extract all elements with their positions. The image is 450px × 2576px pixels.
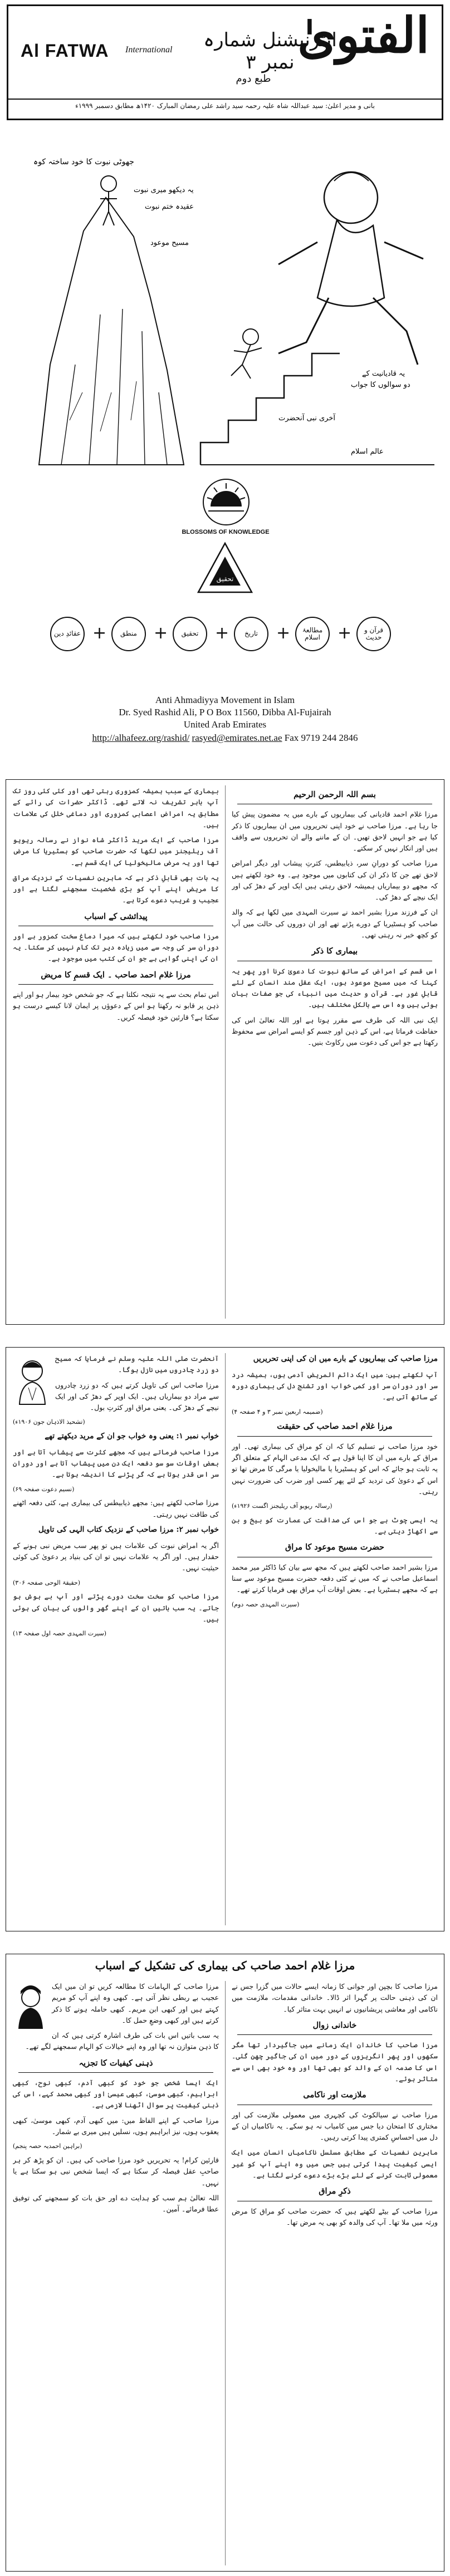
cartoon-label: عقیدہ ختم نبوت (145, 203, 194, 211)
article-page-1 (0, 779, 450, 1325)
cartoon-label: دو سوالوں کا جواب (351, 381, 410, 389)
column-right (232, 1353, 438, 1925)
reference: (ضمیمہ اربعین نمبر ۳ و ۴ صفحہ ۴) (232, 1408, 323, 1415)
paragraph: مرزا صاحب کو دورانِ سر، ذیابیطس، کثرتِ پیشاب اور دیگر امراض لاحق تھے جن کا ذکر ان کی کتابوں میں موجود ہے۔ وہ خود لکھتے ہیں کہ مجھے دو بیماریاں ہمیشہ لاحق رہتی ہیں ایک اوپر کے دھڑ کی اور ایک نیچے کے دھڑ کی۔ (232, 859, 438, 902)
paragraph: اگر یہ امراض نبوت کی علامات ہیں تو پھر سب مریض نبی ہونے کے حقدار ہیں۔ اور اگر یہ علامات نہیں تو ان کی بنیاد پر دعویٰ کی کوئی حیثیت نہیں۔ (13, 1541, 219, 1572)
section-heading: ملازمت اور ناکامی (303, 2090, 366, 2100)
column-right (232, 1981, 438, 2565)
paragraph: مرزا صاحب لکھتے ہیں: مجھے ذیابیطس کی بیماری ہے، کئی دفعہ اٹھنے کی طاقت نہیں رہتی۔ (13, 1498, 219, 1518)
article-page-3 (0, 1954, 450, 2572)
paragraph: یہ بات بھی قابلِ ذکر ہے کہ ماہرینِ نفسیات کے نزدیک مراق کا مریض اپنے آپ کو بڑی شخصیت سمجھنے لگتا ہے اور عجیب و غریب دعوے کرتا ہے۔ (13, 873, 219, 904)
sun-logo (203, 479, 250, 525)
paragraph: اس تمام بحث سے یہ نتیجہ نکلتا ہے کہ جو شخص خود بیمار ہو اور اپنے ذہن پر قابو نہ رکھتا ہو اس کے دعوؤں پر ایمان لانا کیسے درست ہو سکتا ہے؟ قارئین خود فیصلہ کریں۔ (13, 990, 219, 1021)
paragraph: ماہرینِ نفسیات کے مطابق مسلسل ناکامیاں انسان میں ایک ایسی کیفیت پیدا کرتی ہیں جس میں وہ اپنے آپ کو غیر معمولی ثابت کرنے کے لئے بڑے بڑے دعوے کرنے لگتا ہے۔ (232, 2148, 438, 2179)
portrait-sketch-icon (13, 1983, 48, 2030)
plus-icon: + (276, 623, 291, 643)
paragraph: مرزا صاحب فرماتے ہیں کہ مجھے کثرت سے پیشاب آتا ہے اور بعض اوقات سو سو دفعہ ایک دن میں پیشاب آتا ہے اور دورانِ سر اس قدر ہوتا ہے کہ گر پڑنے کا اندیشہ ہوتا ہے۔ (13, 1447, 219, 1479)
section-heading: مرزا غلام احمد صاحب ۔ ایک قسمِ کا مریض (41, 970, 191, 980)
contact-line-4 (0, 733, 450, 744)
cartoon-label: آخری نبی آنحضرت (278, 414, 335, 422)
title-urdu: الفتویٰ (297, 6, 429, 64)
reference: (تشحیذ الاذہان جون ۱۹۰۶ء) (13, 1418, 85, 1426)
paragraph: مرزا صاحب کے الہامات کا مطالعہ کریں تو ان میں ایک عجیب بے ربطی نظر آتی ہے۔ کبھی وہ اپنے آپ کو مریم کہتے ہیں اور کبھی ابن مریم۔ کبھی حاملہ ہونے کا ذکر کرتے ہیں اور کبھی وضعِ حمل کا۔ (52, 1982, 219, 2024)
paragraph: مرزا غلام احمد قادیانی کی بیماریوں کے بارے میں یہ مضمون پیش کیا جا رہا ہے۔ مرزا صاحب نے خود اپنی تحریروں میں ان بیماریوں کا ذکر کیا ہے جو انہیں لاحق تھیں۔ ان کے ماننے والے ان تحریروں سے واقف ہیں اور انکار نہیں کر سکتے۔ (232, 810, 438, 853)
page-2-frame (6, 1347, 444, 1931)
column-divider (225, 1353, 226, 1925)
knowledge-formula (17, 607, 434, 662)
page-3-frame (6, 1954, 444, 2572)
paragraph: یہ ایسی چوٹ ہے جو اس کی صداقت کی عمارت کو بیخ و بن سے اکھاڑ دیتی ہے۔ (232, 1515, 438, 1536)
contact-line-1: Anti Ahmadiyya Movement in Islam (155, 695, 295, 705)
masthead-divider (8, 99, 442, 100)
heading-underline (18, 2072, 213, 2073)
formula-circle: قرآن و حدیث (356, 617, 391, 651)
issue-number: انٹرنیشنل شمارہ نمبر ۳ (203, 29, 337, 73)
edition-label: طبع دوم (236, 73, 271, 85)
plus-icon: + (154, 623, 168, 643)
page-3-banner: مرزا غلام احمد صاحب کی بیماری کی تشکیل کے اسباب (95, 1959, 355, 1972)
paragraph: مرزا صاحب خود لکھتے ہیں کہ میرا دماغ سخت کمزور ہے اور دورانِ سر کی وجہ سے میں زیادہ دیر تک کام نہیں کر سکتا۔ یہ ان کی اپنی گواہی ہے جو ان کی کتب میں موجود ہے۔ (13, 931, 219, 963)
reference: (براہین احمدیہ حصہ پنجم) (13, 2142, 82, 2150)
website-link[interactable]: http://alhafeez.org/rashid/ (92, 733, 190, 743)
fax-number: Fax 9719 244 2846 (284, 733, 358, 743)
section-heading: بسم اللہ الرحمن الرحیم (294, 790, 376, 799)
newspaper-header (0, 0, 450, 774)
paragraph: مرزا صاحب کے بیٹے لکھتے ہیں کہ حضرت صاحب کو مراق کا مرض ورثہ میں ملا تھا۔ آپ کی والدہ کو بھی یہ مرض تھا۔ (232, 2206, 438, 2226)
section-heading: حضرت مسیح موعود کا مراق (285, 1542, 385, 1552)
contact-line-2: Dr. Syed Rashid Ali, P O Box 11560, Dibba Al-Fujairah (119, 707, 331, 717)
formula-circle: منطق (111, 617, 146, 651)
reference: (حقیقۃ الوحی صفحہ ۳۰۶) (13, 1579, 81, 1586)
contact-line-3: United Arab Emirates (183, 719, 267, 730)
plus-icon: + (215, 623, 229, 643)
portrait-sketch-icon (13, 1355, 52, 1405)
page-1-frame (6, 779, 444, 1325)
formula-circle: تاریخ (234, 617, 268, 651)
section-heading: ذہنی کیفیات کا تجزیہ (79, 2058, 153, 2068)
paragraph: آنحضرت صلی اللہ علیہ وسلم نے فرمایا کہ مسیح دو زرد چادروں میں نازل ہوگا۔ (55, 1354, 219, 1374)
cartoon-illustration (17, 131, 434, 470)
paragraph: قارئین کرام! یہ تحریریں خود مرزا صاحب کی ہیں۔ ان کو پڑھ کر ہر صاحبِ عقل فیصلہ کر سکتا ہے کہ ایسا شخص نبی ہو سکتا ہے یا نہیں۔ (13, 2156, 219, 2187)
editor-line: بانی و مدیر اعلیٰ: سید عبداللہ شاہ علیہ رحمہ سید راشد علی رمضان المبارک ۱۴۲۰ھ مطابق دسمبر ۱۹۹۹ء (75, 102, 375, 110)
paragraph: مرزا صاحب کو سخت سخت دورے پڑتے اور آپ بے ہوش ہو جاتے۔ یہ سب باتیں ان کے اپنے گھر والوں کی بیان کی ہوئی ہیں۔ (13, 1592, 219, 1623)
formula-circle: مطالعۂ اسلام (295, 617, 330, 651)
reference: (نسیم دعوت صفحہ ۶۹) (13, 1485, 75, 1493)
cartoon-label: عالم اسلام (351, 448, 384, 456)
triangle-text: تحقیق (216, 575, 234, 583)
paragraph: مرزا صاحب نے سیالکوٹ کی کچہری میں معمولی ملازمت کی اور مختاری کا امتحان دیا جس میں کامیاب نہ ہو سکے۔ یہ ناکامیاں ان کے دل میں احساسِ کمتری پیدا کرتی رہیں۔ (232, 2110, 438, 2142)
plus-icon: + (338, 623, 352, 643)
column-right (232, 785, 438, 1319)
paragraph: بیماری کے سبب ہمیشہ کمزوری رہتی تھی اور کئی کئی روز تک آپ باہر تشریف نہ لاتے تھے۔ ڈاکٹر حضرات کی رائے کے مطابق یہ امراض اعصابی کمزوری اور دماغی خلل کی علامات ہیں۔ (13, 786, 219, 829)
heading-underline (18, 984, 213, 985)
sun-rays-icon (204, 480, 248, 524)
paragraph: مرزا صاحب اس کی تاویل کرتے ہیں کہ دو زرد چادروں سے مراد دو بیماریاں ہیں۔ ایک اوپر کے دھڑ کی اور ایک نیچے کے دھڑ کی۔ یعنی مراق اور کثرتِ بول۔ (55, 1380, 219, 1412)
reference: (سیرت المہدی حصہ اول صفحہ ۱۳) (13, 1630, 107, 1638)
paragraph: مرزا بشیر احمد صاحب لکھتے ہیں کہ مجھ سے بیان کیا ڈاکٹر میر محمد اسماعیل صاحب نے کہ میں نے کئی دفعہ حضرت مسیح موعود سے سنا ہے کہ مجھے ہسٹیریا ہے۔ بعض اوقات آپ مراق بھی فرمایا کرتے تھے۔ (232, 1562, 438, 1594)
column-left (13, 1353, 219, 1925)
column-divider (225, 785, 226, 1319)
formula-circle: تحقیق (173, 617, 207, 651)
section-heading: خاندانی زوال (312, 2020, 357, 2030)
paragraph: مرزا صاحب کے اپنے الفاظ میں: میں کبھی آدم، کبھی موسیٰ، کبھی یعقوب ہوں، نیز ابراہیم ہوں، نسلیں ہیں میری بے شمار۔ (13, 2116, 219, 2136)
column-left (13, 785, 219, 1319)
email-link[interactable]: rasyed@emirates.net.ae (192, 733, 282, 743)
paragraph: یہ سب باتیں اس بات کی طرف اشارہ کرتی ہیں کہ ان کا ذہن متوازن نہ تھا اور وہ اپنے خیالات کو الہام سمجھنے لگے تھے۔ (25, 2031, 219, 2051)
cartoon-label: مسیح موعود (150, 239, 189, 247)
paragraph: اللہ تعالیٰ ہم سب کو ہدایت دے اور حق بات کو سمجھنے کی توفیق عطا فرمائے۔ آمین۔ (13, 2193, 219, 2214)
reference: (رسالہ ریویو آف ریلیجنز اگست ۱۹۲۶ء) (232, 1502, 332, 1510)
column-left (13, 1981, 219, 2565)
paragraph: مرزا صاحب کے ایک مرید ڈاکٹر شاہ نواز نے رسالہ ریویو آف ریلیجنز میں لکھا کہ حضرت صاحب کو ہسٹیریا کا مرض تھا اور یہ مرض مالیخولیا کی ایک قسم ہے۔ (13, 835, 219, 867)
reference: (سیرت المہدی حصہ دوم) (232, 1600, 300, 1608)
paragraph: مرزا صاحب کا خاندان ایک زمانے میں جاگیردار تھا مگر سکھوں اور پھر انگریزوں کے دور میں ان کی جاگیر چھن گئی۔ اس کا صدمہ ان کے والد کو بھی تھا اور وہ خود بھی اس سے متاثر ہوئے۔ (232, 2041, 438, 2083)
masthead (7, 4, 443, 120)
formula-circle: عقائدِ دین (50, 617, 85, 651)
heading-underline (237, 1436, 432, 1437)
paragraph: خود مرزا صاحب نے تسلیم کیا کہ ان کو مراق کی بیماری تھی۔ اور مراق کے بارے میں ان کا اپنا قول ہے کہ ایک مدعی الہام کے متعلق اگر یہ ثابت ہو جائے کہ اس کو ہسٹیریا یا مالیخولیا یا مرگی کا مرض تھا تو اس کے دعویٰ کی تردید کے لئے پھر کسی اور ضرب کی ضرورت نہیں رہتی۔ (232, 1442, 438, 1496)
title-english: Al FATWA (21, 41, 109, 61)
subtitle-english: International (125, 45, 173, 55)
paragraph: ایک نبی اللہ کی طرف سے مقرر ہوتا ہے اور اللہ تعالیٰ اس کی حفاظت فرماتا ہے، اس کے ذہن اور جسم کو ایسے امراض سے محفوظ رکھتا ہے جو اس کی دعوت میں رکاوٹ بنیں۔ (232, 1015, 438, 1047)
subheading: خواب نمبر ۱: یعنی وہ خواب جو ان کے مرید دیکھتے تھے (45, 1432, 219, 1441)
section-heading: بیماری کا ذکر (311, 946, 358, 956)
paragraph: ایک ایسا شخص جو خود کو کبھی آدم، کبھی نوح، کبھی ابراہیم، کبھی موسیٰ، کبھی عیسیٰ اور کبھی محمد کہے، اس کی ذہنی کیفیت پر سوال اٹھنا لازمی ہے۔ (13, 2078, 219, 2110)
paragraph: آپ لکھتے ہیں: میں ایک دائم المریض آدمی ہوں، ہمیشہ درد سر اور دوران سر اور کمی خواب اور تشنج دل کی بیماری دورہ کے ساتھ آتی ہے۔ (232, 1370, 438, 1402)
cartoon-label: یہ دیکھو میری نبوت (134, 186, 194, 194)
plus-icon: + (92, 623, 107, 643)
paragraph: مرزا صاحب کا بچپن اور جوانی کا زمانہ ایسے حالات میں گزرا جس نے ان کی ذہنی حالت پر گہرا اثر ڈالا۔ خاندانی مقدمات، ملازمت میں ناکامی اور معاشی پریشانیوں نے انہیں بہت متاثر کیا۔ (232, 1982, 438, 2013)
triangle-emblem (196, 541, 254, 597)
section-heading: مرزا غلام احمد صاحب کی حقیقت (277, 1422, 393, 1432)
logo-caption: BLOSSOMS OF KNOWLEDGE (182, 529, 270, 535)
subheading: مرزا صاحب کی بیماریوں کے بارے میں ان کی اپنی تحریریں (253, 1354, 438, 1363)
subheading: خواب نمبر ۲: مرزا صاحب کے نزدیک کتاب الہی کی تاویل (38, 1525, 219, 1534)
heading-underline (237, 2034, 432, 2035)
section-heading: ذکرِ مراق (319, 2186, 351, 2196)
cartoon-label: یہ قادیانیت کے (362, 370, 405, 378)
section-heading: پیدائشی کے اسباب (84, 911, 148, 921)
article-page-2 (0, 1347, 450, 1931)
paragraph: اس قسم کے امراض کے ساتھ نبوت کا دعویٰ کرنا اور پھر یہ کہنا کہ میں مسیح موعود ہوں، ایک عقل مند انسان کے لئے قابلِ غور ہے۔ قرآن و حدیث میں انبیاء کی جو صفات بیان ہوئی ہیں وہ اس سے بالکل مختلف ہیں۔ (232, 966, 438, 1009)
column-divider (225, 1981, 226, 2565)
paragraph: ان کے فرزند مرزا بشیر احمد نے سیرت المہدی میں لکھا ہے کہ والد صاحب کو ہسٹیریا کے دورے پڑتے تھے اور ان دوروں کی حالت میں آپ کو کچھ خبر نہ رہتی تھی۔ (232, 908, 438, 939)
cartoon-label: جھوٹی نبوت کا خود ساختہ کوہ (33, 158, 134, 166)
